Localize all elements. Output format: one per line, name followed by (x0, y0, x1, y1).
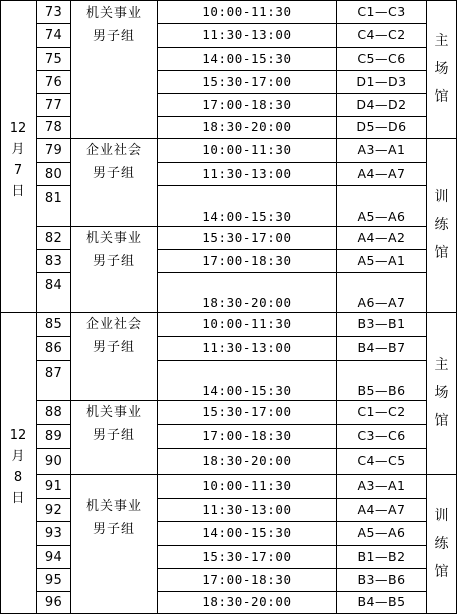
match-pairing: D4—D2 (356, 96, 407, 112)
match-number: 87 (44, 366, 63, 381)
grid-line (426, 474, 457, 475)
group-name (71, 406, 157, 442)
match-pairing: C4—C5 (357, 453, 406, 469)
match-pairing: A5—A1 (357, 252, 406, 268)
match-time: 18:30-20:00 (202, 294, 292, 310)
match-pairing: B4—B7 (357, 340, 406, 356)
group-name (71, 232, 157, 268)
match-number: 77 (44, 97, 63, 113)
match-number: 84 (44, 278, 63, 293)
match-time: 17:00-18:30 (202, 252, 292, 268)
group-name (71, 318, 157, 354)
group-line: 企业社会 (85, 317, 142, 332)
match-number: 92 (44, 502, 63, 518)
match-pairing: A4—A2 (357, 229, 406, 245)
match-pairing: A3—A1 (357, 142, 406, 158)
grid-line (70, 226, 158, 227)
date-part: 日 (11, 490, 25, 506)
group-line: 机关事业 (85, 499, 142, 514)
match-number: 74 (44, 28, 63, 43)
match-number: 95 (44, 572, 63, 588)
match-time: 18:30-20:00 (202, 453, 292, 469)
grid-line (70, 474, 158, 475)
match-time: 18:30-20:00 (202, 594, 292, 610)
match-number: 79 (44, 143, 63, 158)
match-number: 89 (44, 429, 63, 444)
match-number: 86 (44, 341, 63, 356)
match-time: 14:00-15:30 (202, 525, 292, 541)
date-part: 月 (11, 142, 25, 157)
group-line: 男子组 (92, 166, 135, 181)
group-line: 机关事业 (85, 405, 142, 420)
group-line: 男子组 (92, 522, 135, 537)
match-pairing: C1—C3 (357, 3, 406, 19)
match-time: 11:30-13:00 (202, 340, 292, 356)
match-date (0, 118, 36, 202)
venue-char: 场 (434, 61, 449, 77)
match-time: 15:30-17:00 (202, 73, 292, 89)
venue-char: 训 (434, 507, 449, 524)
grid-line (70, 400, 158, 401)
match-time: 14:00-15:30 (202, 50, 292, 66)
group-line: 男子组 (92, 29, 135, 44)
venue-char: 馆 (434, 563, 449, 580)
match-number: 91 (44, 479, 63, 494)
venue-char: 主 (434, 33, 449, 49)
match-time: 10:00-11:30 (202, 3, 292, 19)
match-pairing: D5—D6 (356, 119, 407, 135)
match-time: 17:00-18:30 (202, 571, 292, 587)
match-pairing: B3—B6 (357, 571, 406, 587)
venue-char: 训 (434, 189, 449, 205)
date-part: 7 (13, 163, 23, 178)
match-pairing: B3—B1 (357, 316, 406, 332)
match-pairing: A6—A7 (357, 294, 406, 310)
match-number: 73 (44, 4, 63, 20)
date-part: 12 (9, 121, 27, 136)
match-number: 75 (44, 51, 63, 67)
match-number: 83 (44, 253, 63, 269)
match-number: 78 (44, 120, 63, 135)
grid-line (70, 138, 158, 139)
match-time: 17:00-18:30 (202, 96, 292, 112)
date-part: 日 (11, 184, 25, 199)
match-number: 93 (44, 526, 63, 541)
match-pairing: C3—C6 (357, 428, 406, 444)
match-number: 88 (44, 405, 63, 420)
match-pairing: C4—C2 (357, 27, 406, 43)
match-number: 94 (44, 549, 63, 565)
match-number: 96 (44, 595, 63, 610)
match-number: 90 (44, 454, 63, 469)
date-part: 8 (13, 469, 23, 485)
venue-name (427, 27, 456, 111)
venue-name (427, 183, 456, 267)
group-name (71, 7, 157, 43)
venue-char: 馆 (434, 89, 449, 105)
match-pairing: B5—B6 (357, 382, 406, 398)
match-time: 10:00-11:30 (202, 316, 292, 332)
match-number: 81 (44, 191, 63, 206)
match-pairing: D1—D3 (356, 73, 407, 89)
venue-char: 馆 (434, 245, 449, 261)
match-pairing: A4—A7 (357, 165, 406, 181)
match-time: 11:30-13:00 (202, 165, 292, 181)
match-pairing: C1—C2 (357, 404, 406, 420)
date-part: 12 (9, 427, 27, 443)
group-line: 男子组 (92, 254, 135, 269)
match-pairing: A4—A7 (357, 501, 406, 517)
group-line: 企业社会 (85, 143, 142, 158)
match-time: 18:30-20:00 (202, 119, 292, 135)
group-line: 机关事业 (85, 231, 142, 246)
match-time: 15:30-17:00 (202, 404, 292, 420)
match-pairing: A3—A1 (357, 478, 406, 494)
match-pairing: C5—C6 (357, 50, 406, 66)
group-line: 男子组 (92, 340, 135, 355)
group-name (71, 500, 157, 536)
match-pairing: B1—B2 (357, 548, 406, 564)
group-name (71, 144, 157, 180)
group-line: 男子组 (92, 428, 135, 443)
match-pairing: A5—A6 (357, 525, 406, 541)
match-number: 80 (44, 166, 63, 182)
venue-char: 场 (434, 385, 449, 401)
venue-name (427, 502, 456, 586)
date-part: 月 (11, 448, 25, 464)
match-number: 76 (44, 74, 63, 90)
match-date (0, 425, 36, 509)
match-time: 11:30-13:00 (202, 27, 292, 43)
venue-char: 练 (434, 217, 449, 233)
match-time: 15:30-17:00 (202, 229, 292, 245)
venue-name (427, 351, 456, 435)
grid-line (426, 138, 457, 139)
match-time: 14:00-15:30 (202, 208, 292, 224)
match-number: 82 (44, 230, 63, 246)
match-pairing: B4—B5 (357, 594, 406, 610)
match-pairing: A5—A6 (357, 208, 406, 224)
match-time: 14:00-15:30 (202, 382, 292, 398)
match-time: 17:00-18:30 (202, 428, 292, 444)
venue-char: 主 (434, 357, 449, 373)
match-time: 15:30-17:00 (202, 548, 292, 564)
match-time: 10:00-11:30 (202, 142, 292, 158)
venue-char: 馆 (434, 413, 449, 429)
match-time: 10:00-11:30 (202, 478, 292, 494)
venue-char: 练 (434, 535, 449, 552)
match-number: 85 (44, 317, 63, 332)
match-time: 11:30-13:00 (202, 501, 292, 517)
group-line: 机关事业 (85, 6, 142, 21)
